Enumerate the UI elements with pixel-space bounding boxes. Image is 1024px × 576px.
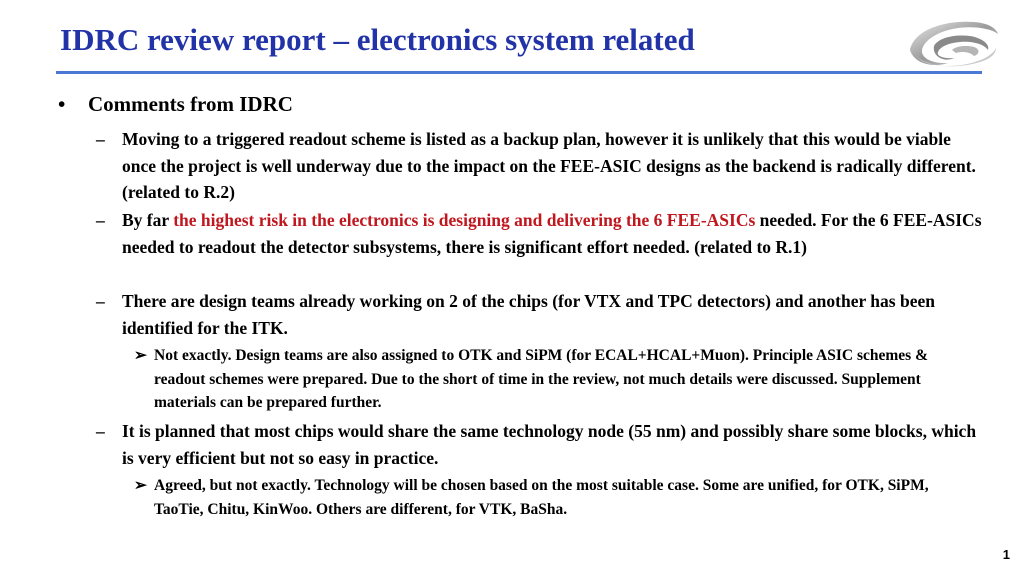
comment-text: There are design teams already working on 2 of the chips (for VTX and TPC detectors) and another has been identified for the ITK. <box>122 291 935 338</box>
heading-bullet: • <box>58 92 66 116</box>
comment-text <box>122 207 986 260</box>
dash-marker: – <box>96 210 105 230</box>
heading-text: Comments from IDRC <box>88 92 293 116</box>
title-divider <box>56 71 982 74</box>
comment-text: Moving to a triggered readout scheme is listed as a backup plan, however it is unlikely that this would be viable once the project is well underway due to the impact on the FEE-ASIC designs as the backend is radically different. (related to R.2) <box>122 129 976 202</box>
ihep-swirl-logo-icon <box>904 16 1000 70</box>
comment-text-post: needed. For the 6 FEE-ASICs needed to readout the detector subsystems, there is significant effort needed. (related to R.1) <box>122 210 982 257</box>
arrow-bullet-icon: ➢ <box>134 347 147 364</box>
slide-title: IDRC review report – electronics system related <box>60 22 695 57</box>
reply-text: Agreed, but not exactly. Technology will be chosen based on the most suitable case. Some are unified, for OTK, SiPM, TaoTie, Chitu, KinWoo. Others are different, for VTK, BaSha. <box>154 477 929 518</box>
comment-highlight: the highest risk in the electronics is designing and delivering the 6 FEE-ASICs <box>173 210 756 230</box>
dash-marker: – <box>96 129 105 149</box>
dash-marker: – <box>96 291 105 311</box>
page-number: 1 <box>1002 547 1010 562</box>
heading-comments <box>58 92 293 117</box>
comment-text: It is planned that most chips would share the same technology node (55 nm) and possibly share some blocks, which is very efficient but not so easy in practice. <box>122 421 977 468</box>
dash-marker: – <box>96 421 105 441</box>
comment-text-pre: By far <box>122 210 174 230</box>
reply-text: Not exactly. Design teams are also assigned to OTK and SiPM (for ECAL+HCAL+Muon). Principle ASIC schemes & readout schemes were prepared. Due to the short of time in the review, not much details were discussed. Supplement materials can be prepared further. <box>154 347 928 411</box>
arrow-bullet-icon: ➢ <box>134 477 147 494</box>
